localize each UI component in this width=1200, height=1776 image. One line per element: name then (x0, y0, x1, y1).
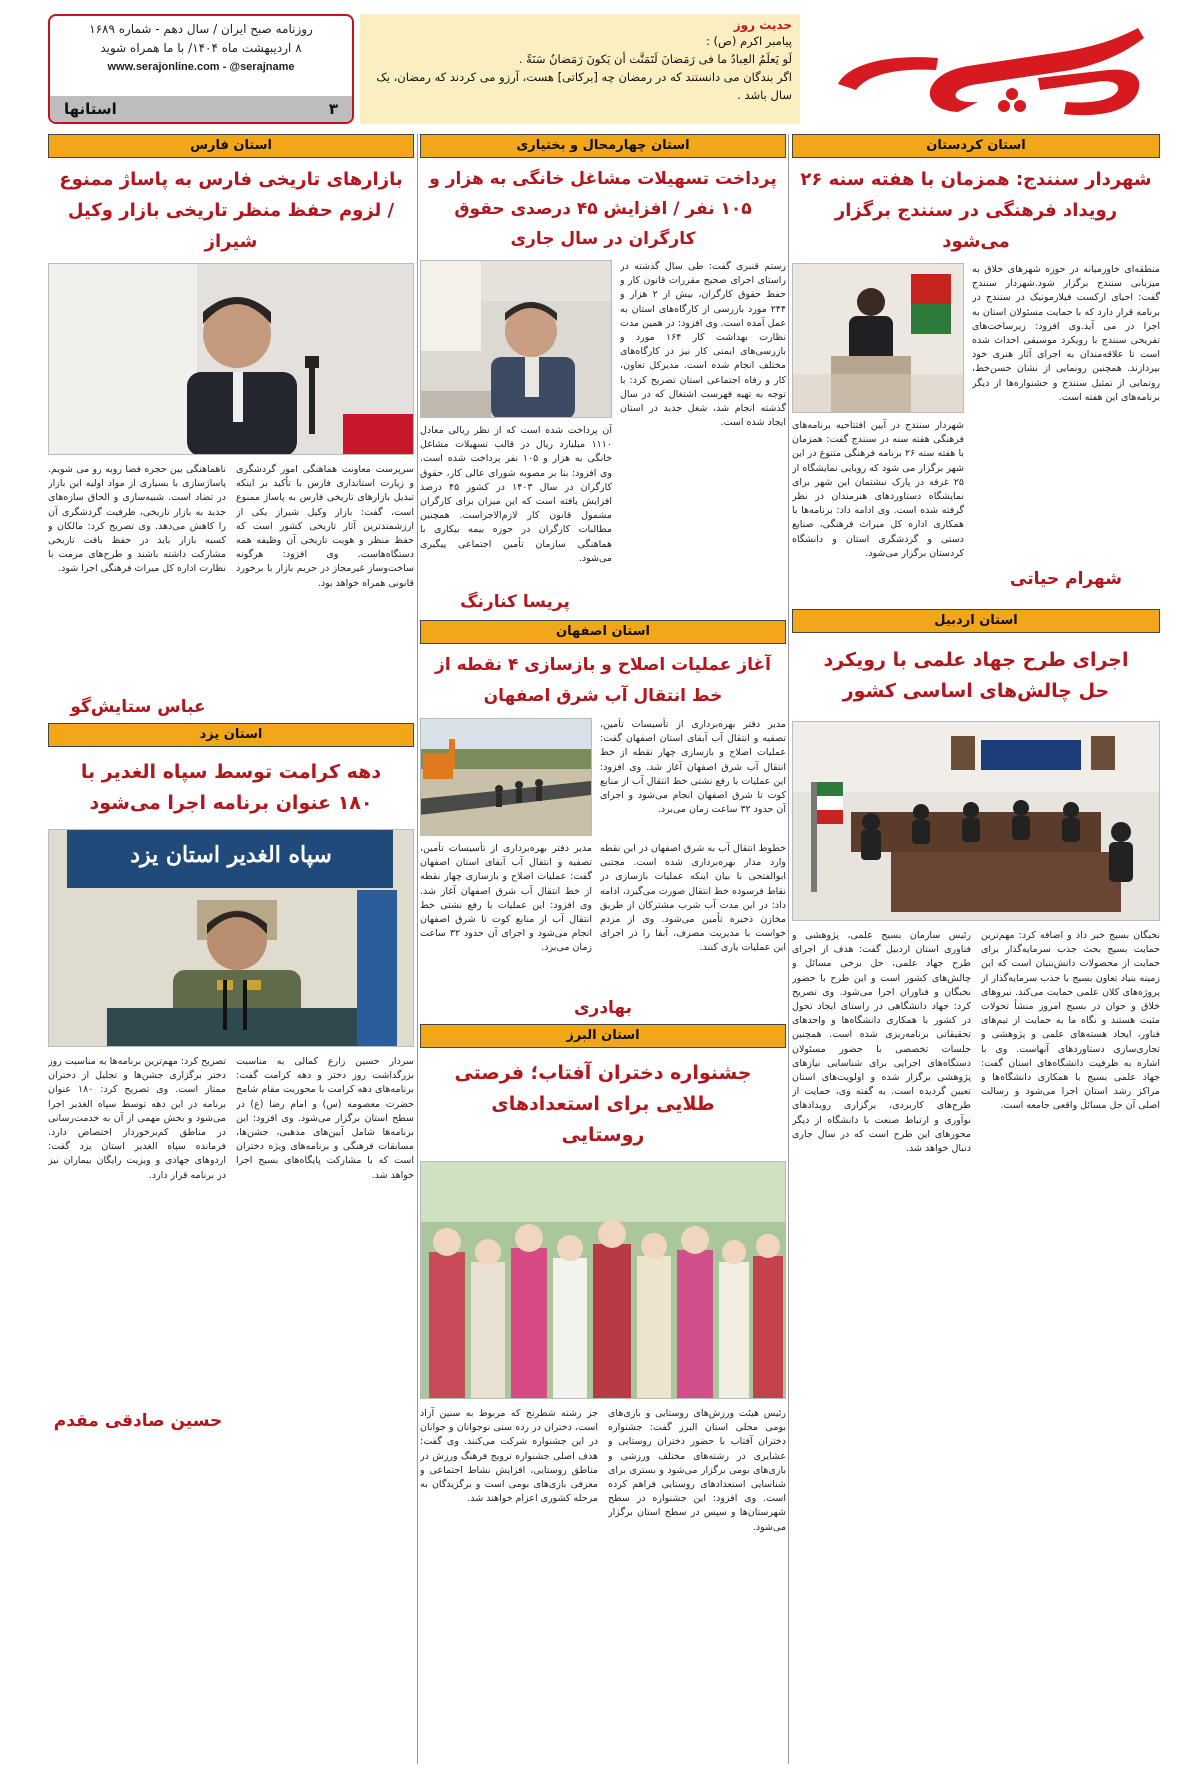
kurdistan-body-b: شهردار سنندج در آیین افتتاحیه برنامه‌های فرهنگی هفته سنه در سنندج گفت: همزمان با هفته سنه ۲۶ برنامه فرهنگی متنوع در این شهر برگزار می شود که رویایی نمایشگاه از ۲۵ غرفه در پارک نبشتمان این شهر برای نمایشگاه دستاوردهای هنرمندان در نظر گرفته شده است. وی ادامه داد: برنامه‌ها با همکاری اداره کل میراث فرهنگی، صنایع دستی و گردشگری استان و دانشگاه کردستان برگزار می‌شود. (792, 420, 964, 559)
section-bar-yazd: استان یزد (48, 723, 414, 747)
right-column (792, 134, 1160, 1764)
issue-line: روزنامه صبح ایران / سال دهم - شماره ۱۶۸۹ (89, 22, 313, 36)
left-column (48, 134, 414, 1764)
fars-body-b: ناهماهنگی بین حجره فضا روبه رو می شویم. پاساژسازی با بسیاری از مواد اولیه این بازار در تضاد است. شبیه‌سازی و الحاق سازه‌های جدید به بازار تاریخی، ظرفیت گردشگری آن را کاهش می‌دهد. وی تصریح کرد: مالکان و کسبه بازار باید در حفظ بافت تاریخی مشارکت داشته باشند و طرح‌های مرمت با نظارت اداره کل میراث فرهنگی اجرا شود. (48, 464, 226, 575)
isfahan-body-b: خطوط انتقال آب به شرق اصفهان در این نقطه وارد مدار بهره‌برداری شده است. مجتبی ابوالفتحی با بیان اینکه عملیات بازسازی در نقاط فرسوده خط انتقال صورت می‌گیرد، ادامه داد: در این مدت آب شرب مشترکان از طریق مخازن ذخیره تأمین می‌شود. وی از مردم خواست با مدیریت مصرف، آبفا را در اجرای این عملیات یاری کنند. (600, 843, 786, 954)
section-bar-alborz: استان البرز (420, 1024, 786, 1048)
page-number: ۳ (328, 100, 338, 118)
fars-headline[interactable]: بازارهای تاریخی فارس به پاساژ ممنوع / لزوم حفظ منظر تاریخی بازار وکیل شیراز (59, 169, 403, 252)
alborz-headline[interactable]: جشنواره دختران آفتاب؛ فرصتی طلایی برای استعدادهای روستایی (454, 1062, 752, 1146)
chaharmahal-body-a: رستم قنبری گفت: طی سال گذشته در راستای اجرای صحیح مقررات قانون کار و حفظ حقوق کارگران، بیش از ۲ هزار و ۲۴۴ مورد بازرسی از کارگاه‌های استان به عمل آمده است. وی افزود: در همین مدت نظارت بهداشت کار ۱۶۴ مورد و بازرسی‌های ایمنی کار نیز در کارگاه‌های مختلف انجام شده است. مدیرکل تعاون، کار و رفاه اجتماعی استان تصریح کرد: با توجه به تهیه فهرست اشتغال که در سال گذشته انجام شد، شغل جدید در استان ایجاد شده است. (620, 261, 786, 429)
chaharmahal-body-b: آن پرداخت شده است که از نظر ریالی معادل ۱۱۱۰ میلیارد ریال در قالب تسهیلات مشاغل خانگی به هزار و ۱۰۵ نفر پرداخت شده است. وی افزود: بنا بر مصوبه شورای عالی کار، حقوق کارگران در سال ۱۴۰۳ در کشور ۴۵ درصد افزایش یافته است که این میزان برای کارگران مشمول قانون کار لازم‌الاجراست. همچنین مطالبات کارگران در حوزه بیمه بیکاری با هماهنگی سازمان تأمین اجتماعی پیگیری می‌شود. (420, 425, 612, 564)
page-strip (50, 96, 352, 122)
hadith-source: پیامبر اکرم (ص) : (705, 34, 792, 48)
chaharmahal-byline: پریسا کنارنگ (460, 592, 570, 612)
fars-byline: عباس ستایش‌گو (70, 697, 206, 717)
yazd-byline: حسین صادقی مقدم (53, 1411, 223, 1431)
isfahan-photo (420, 718, 592, 836)
seraj-logo (808, 14, 1160, 126)
kurdistan-headline[interactable]: شهردار سنندج: همزمان با هفته سنه ۲۶ رویداد فرهنگی در سنندج برگزار می‌شود (800, 169, 1152, 252)
date-line: ۸ اردیبهشت ماه ۱۴۰۴/ با ما همراه شوید (100, 41, 302, 55)
column-divider (788, 134, 789, 1764)
yazd-photo-banner: سپاه الغدیر استان یزد (130, 842, 332, 868)
yazd-body-b: تصریح کرد: مهم‌ترین برنامه‌ها به مناسبت روز دختر برگزاری جشن‌ها و تجلیل از دختران ممتاز است. وی تصریح کرد: ۱۸۰ عنوان برنامه در این دهه توسط سپاه الغدیر اجرا می‌شود و بخش مهمی از آن به خدمت‌رسانی در مناطق کم‌برخوردار اختصاص دارد. فرمانده سپاه الغدیر استان یزد گفت: اردوهای جهادی و ویزیت رایگان بیماران نیز در برنامه قرار دارد. (48, 1056, 226, 1181)
isfahan-headline[interactable]: آغاز عملیات اصلاح و بازسازی ۴ نقطه از خط انتقال آب شرق اصفهان (435, 655, 771, 706)
isfahan-byline: بهادری (573, 998, 633, 1018)
middle-column (420, 134, 786, 1764)
kurdistan-byline: شهرام حیاتی (1010, 569, 1122, 589)
column-divider (417, 134, 418, 1764)
section-bar-isfahan: استان اصفهان (420, 620, 786, 644)
ardabil-body-b: رئیس سازمان بسیج علمی، پژوهشی و فناوری استان اردبیل گفت: هدف از اجرای طرح جهاد علمی، حل برخی مسائل و چالش‌های کشور است و این طرح با حضور نخبگان و فناوران اجرا می‌شود. وی تصریح کرد: جهاد دانشگاهی در راستای ایجاد تحول در کشور با همکاری دانشگاه‌ها و واحدهای تحقیقاتی برنامه‌ریزی شده است. همچنین جلسات تخصصی با حضور مسئولان دستگاه‌های اجرایی برای شناسایی نیازهای پژوهشی برگزار شده و اولویت‌های استان تعیین گردیده است. به گفته وی، حمایت از طرح‌های کاربردی، برگزاری رویدادهای نوآوری و ارتباط صنعت با دانشگاه از دیگر محورهای این طرح است که در سال جاری دنبال خواهد شد. (792, 930, 971, 1155)
website-link[interactable]: www.serajonline.com - @serajname (107, 61, 295, 73)
hadith-arabic: لَو يَعلَمُ العِبادُ ما فی رَمَضانَ لَتَمَنَّت أن يَكونَ رَمَضانُ سَنَةً . (518, 52, 792, 66)
hadith-title: حدیث روز (733, 18, 792, 32)
kurdistan-body-a: منطقه‌ای خاورمیانه در حوزه شهرهای خلاق به میزبانی سنندج برگزار شود.شهردار سنندج گفت: احیای ارکست فیلارمونیک در سنندج در برنامه قرار دارد که با حمایت مسئولان استان به اجرا در می آید.وی افزود: زیرساخت‌های تفریحی سنندج با رویکرد موسیقی احداث شده است تا علاقه‌مندان به اجرای آثار هنری خود بپردازند. همچنین رونمایی از نشان حسن‌خط، رونمایی از تمثیل سنندج و جشنواره‌ها از دیگر برنامه‌های این هفته است. (972, 264, 1160, 403)
chaharmahal-headline[interactable]: پرداخت تسهیلات مشاغل خانگی به هزار و ۱۰۵ نفر / افزایش ۴۵ درصدی حقوق کارگران در سال جاری (429, 169, 777, 249)
alborz-photo (420, 1161, 786, 1399)
section-name: استانها (64, 100, 117, 118)
issue-info-box (48, 14, 354, 124)
yazd-headline[interactable]: دهه کرامت توسط سپاه الغدیر با ۱۸۰ عنوان برنامه اجرا می‌شود (80, 761, 382, 814)
ardabil-photo (792, 721, 1160, 921)
section-bar-fars: استان فارس (48, 134, 414, 158)
alborz-body-b: جز رشته شطرنج که مربوط به سنین آزاد است، دختران در رده سنی نوجوانان و جوانان در این جشنواره شرکت می‌کنند. وی گفت: هدف اصلی جشنواره ترویج فرهنگ ورزش در مناطق روستایی، افزایش نشاط اجتماعی و معرفی بازی‌های بومی است و برگزیدگان به مرحله کشوری اعزام خواهند شد. (420, 1408, 598, 1505)
section-bar-ardabil: استان اردبیل (792, 609, 1160, 633)
ardabil-body-a: نخبگان بسیج خبر داد و اضافه کرد: مهم‌ترین حمایت بسیج بحث جذب سرمایه‌گذار برای حمایت از محصولات دانش‌بنیان است که این زمینه بنیاد تعاون بسیج با جذب سرمایه‌گذار از پروژه‌های کلان علمی حمایت می‌کند. نیروهای خلاق و جوان در بسیج امروز منشأ تحولات مثبت هستند و نگاه ما به حمایت از تیم‌های فناور، ایجاد هسته‌های علمی و پژوهشی و تجاری‌سازی دستاوردهای آنهاست. وی با اشاره به ظرفیت دانشگاه‌های استان گفت: جهاد علمی بسیج با همکاری دانشگاه‌ها و مراکز رشد استان اجرا می‌شود و رسالت اصلی آن حل مسائل واقعی جامعه است. (981, 930, 1160, 1112)
section-bar-kurdistan: استان کردستان (792, 134, 1160, 158)
isfahan-body-c: مدیر دفتر بهره‌برداری از تأسیسات تأمین، تصفیه و انتقال آب آبفای استان اصفهان گفت: عملیات اصلاح و بازسازی چهار نقطه از خط انتقال آب شرق اصفهان آغاز شد. وی افزود: این عملیات با رفع نشتی خط انتقال آب از منابع کوت تا شرق اصفهان انجام می‌شود و اجرای آن حدود ۳۲ ساعت زمان می‌برد. (420, 843, 592, 954)
alborz-body-a: رئیس هیئت ورزش‌های روستایی و بازی‌های بومی محلی استان البرز گفت: جشنواره دختران آفتاب با حضور دختران روستایی و عشایری در رشته‌های مختلف ورزشی و بازی‌های بومی برگزار می‌شود و بستری برای شناسایی استعدادهای روستایی فراهم کرده است. وی افزود: این جشنواره در سطح شهرستان‌ها و سپس در سطح استان برگزار می‌شود. (608, 1408, 786, 1533)
masthead (48, 14, 1160, 126)
yazd-photo (48, 829, 414, 1047)
ardabil-headline[interactable]: اجرای طرح جهاد علمی با رویکرد حل چالش‌های اساسی کشور (823, 649, 1129, 702)
chaharmahal-photo (420, 260, 612, 418)
yazd-body-a: سردار حسین زارع کمالی به مناسبت بزرگداشت روز دختر و دهه کرامت گفت: برنامه‌های دهه کرامت با محوریت مقام شامخ حضرت معصومه (س) و امام رضا (ع) در سطح استان برگزار می‌شود. وی افزود: این برنامه‌ها شامل آیین‌های مذهبی، جشن‌ها، مسابقات فرهنگی و برنامه‌های ویژه دختران است که با مشارکت پایگاه‌های بسیج اجرا خواهد شد. (236, 1056, 414, 1181)
fars-body-a: سرپرست معاونت هماهنگی امور گردشگری و زیارت استانداری فارس با تأکید بر اینکه تبدیل بازارهای تاریخی فارس به پاساژ ممنوع است، گفت: بازار وکیل شیراز یکی از ارزشمندترین آثار تاریخی کشور است که حفظ منظر و هویت تاریخی آن وظیفه همه دستگاه‌هاست. وی افزود: هرگونه ساخت‌وساز غیرمجاز در حریم بازار با برخورد قانونی همراه خواهد بود. (236, 464, 414, 589)
hadith-box (360, 14, 800, 124)
fars-photo (48, 263, 414, 455)
section-bar-chaharmahal: استان چهارمحال و بختیاری (420, 134, 786, 158)
hadith-translation: اگر بندگان می دانستند که در رمضان چه [برکاتی] هست، آرزو می کردند که رمضان، یک سال باشد . (376, 70, 792, 102)
kurdistan-photo (792, 263, 964, 413)
isfahan-body-a: مدیر دفتر بهره‌برداری از تأسیسات تأمین، تصفیه و انتقال آب آبفای استان اصفهان گفت: عملیات اصلاح و بازسازی چهار نقطه از خط انتقال آب شرق اصفهان آغاز شد. وی افزود: این عملیات با رفع نشتی خط انتقال آب از منابع کوت تا شرق اصفهان انجام می‌شود و اجرای آن حدود ۳۲ ساعت زمان می‌برد. (600, 719, 786, 816)
